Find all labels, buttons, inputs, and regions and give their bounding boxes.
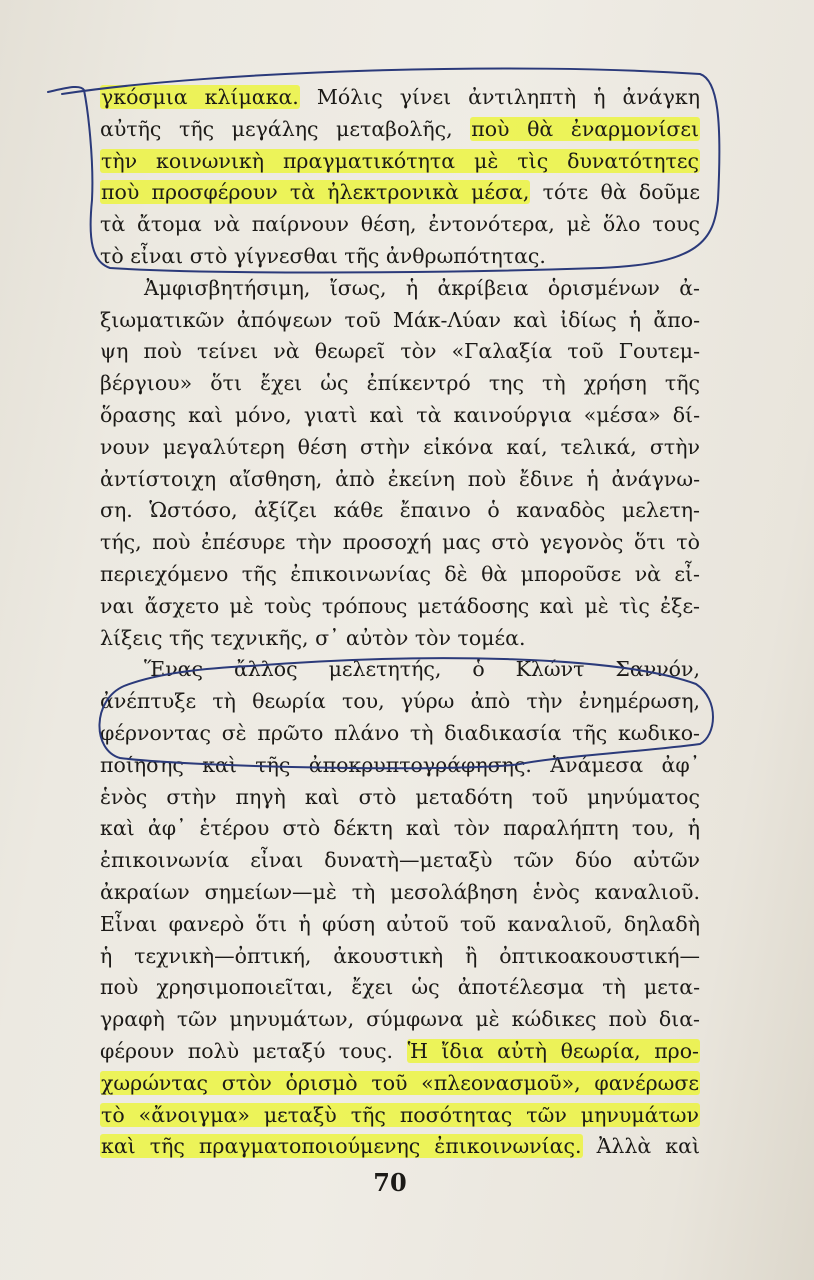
text-line <box>100 398 700 432</box>
text-line <box>100 430 700 464</box>
line-text: Ἀμφισβητήσιμη, ἴσως, ἡ ἀκρίβεια ὁρισμένων ἀ- <box>144 275 700 300</box>
line-text: ναι ἄσχετο μὲ τοὺς τρόπους μετάδοσης καὶ μὲ τὶς ἐξε- <box>100 593 700 618</box>
highlighted-text: χωρώντας στὸν ὁρισμὸ τοῦ «πλεονασμοῦ», φανέρωσε <box>101 1070 699 1095</box>
text-line <box>100 1034 700 1068</box>
highlighted-text: Ἡ ἴδια αὐτὴ θεωρία, προ- <box>407 1039 699 1063</box>
line-text: τὰ ἄτομα νὰ παίρνουν θέση, ἐντονότερα, μὲ ὅλο τους <box>100 212 700 237</box>
line-text: αὐτῆς τῆς μεγάλης μεταβολῆς, <box>100 116 471 141</box>
text-line <box>100 621 700 655</box>
line-text: ἐπικοινωνία εἶναι δυνατὴ—μεταξὺ τῶν δύο αὐτῶν <box>100 848 700 873</box>
line-text: φέρουν πολὺ μεταξύ τους. <box>100 1039 407 1063</box>
line-text: ποὺ χρησιμοποιεῖται, ἔχει ὡς ἀποτέλεσμα τὴ μετα- <box>100 975 700 1000</box>
line-text: νουν μεγαλύτερη θέση στὴν εἰκόνα καί, τελικά, στὴν <box>100 434 700 459</box>
text-line <box>100 748 700 782</box>
text-line <box>100 239 700 273</box>
line-text: τότε θὰ δοῦμε <box>530 180 700 205</box>
text-line <box>100 939 700 973</box>
text-line <box>100 716 700 750</box>
line-text: ξιωματικῶν ἀπόψεων τοῦ Μάκ-Λύαν καὶ ἰδίως ἡ ἄπο- <box>100 307 700 332</box>
text-line <box>100 684 700 718</box>
line-text: ἡ τεχνικὴ—ὀπτική, ἀκουστικὴ ἢ ὀπτικοακουστική— <box>100 943 700 968</box>
highlighted-text: ποὺ προσφέρουν τὰ ἠλεκτρονικὰ μέσα, <box>101 180 530 205</box>
line-text: Μόλις γίνει ἀντιληπτὴ ἡ ἀνάγκη <box>299 85 700 109</box>
text-line <box>100 175 700 209</box>
line-text: ση. Ὡστόσο, ἀξίζει κάθε ἔπαινο ὁ καναδὸς μελετη- <box>100 498 700 523</box>
page-number: 70 <box>373 1168 407 1197</box>
text-line <box>100 970 700 1004</box>
text-line <box>100 843 700 877</box>
line-text: ἀντίστοιχη αἴσθηση, ἀπὸ ἐκείνη ποὺ ἔδινε ἡ ἀνάγνω- <box>100 466 700 491</box>
text-line <box>100 80 700 114</box>
text-line <box>100 811 700 845</box>
line-text: ἑνὸς στὴν πηγὴ καὶ στὸ μεταδότη τοῦ μηνύματος <box>100 784 700 809</box>
line-text: γραφὴ τῶν μηνυμάτων, σύμφωνα μὲ κώδικες ποὺ δια- <box>100 1007 700 1032</box>
text-line <box>100 652 700 686</box>
text-line <box>100 525 700 559</box>
highlighted-text: ποὺ θὰ ἐναρμονίσει <box>471 116 700 141</box>
line-text: ὅρασης καὶ μόνο, γιατὶ καὶ τὰ καινούργια «μέσα» δί- <box>100 403 700 427</box>
text-line <box>100 1129 700 1163</box>
text-line <box>100 1066 700 1100</box>
line-text: Ἕνας ἄλλος μελετητής, ὁ Κλώντ Σαννόν, <box>144 657 700 682</box>
line-text: Εἶναι φανερὸ ὅτι ἡ φύση αὐτοῦ τοῦ καναλιοῦ, δηλαδὴ <box>100 911 700 936</box>
text-line <box>100 1098 700 1132</box>
text-line <box>100 493 700 527</box>
line-text: ἀνέπτυξε τὴ θεωρία του, γύρω ἀπὸ τὴν ἐνημέρωση, <box>100 689 700 714</box>
line-text: ποίησης καὶ τῆς ἀποκρυπτογράφησης. Ἀνάμεσα ἀφ᾽ <box>100 752 700 777</box>
line-text: φέρνοντας σὲ πρῶτο πλάνο τὴ διαδικασία τῆς κωδικο- <box>100 721 700 745</box>
text-line <box>100 112 700 146</box>
highlighted-text: τὴν κοινωνικὴ πραγματικότητα μὲ τὶς δυνατότητες <box>101 148 699 173</box>
text-line <box>100 557 700 591</box>
text-line <box>100 907 700 941</box>
line-text: περιεχόμενο τῆς ἐπικοινωνίας δὲ θὰ μποροῦσε νὰ εἶ- <box>100 562 700 586</box>
line-text: τὸ εἶναι στὸ γίγνεσθαι τῆς ἀνθρωπότητας. <box>100 244 546 268</box>
line-text: ψη ποὺ τείνει νὰ θεωρεῖ τὸν «Γαλαξία τοῦ Γουτεμ- <box>100 339 700 364</box>
text-line <box>100 366 700 400</box>
text-line <box>100 1002 700 1036</box>
text-line <box>100 144 700 178</box>
line-text: τής, ποὺ ἐπέσυρε τὴν προσοχή μας στὸ γεγονὸς ὅτι τὸ <box>100 530 700 555</box>
text-line <box>100 207 700 241</box>
text-line <box>100 462 700 496</box>
text-line <box>100 780 700 814</box>
line-text: λίξεις τῆς τεχνικῆς, σ᾽ αὐτὸν τὸν τομέα. <box>100 625 526 650</box>
line-text: Ἀλλὰ καὶ <box>582 1134 700 1159</box>
text-line <box>100 589 700 623</box>
highlighted-text: γκόσμια κλίμακα. <box>101 85 299 109</box>
line-text: ἀκραίων σημείων—μὲ τὴ μεσολάβηση ἑνὸς καναλιοῦ. <box>100 880 700 904</box>
highlighted-text: τὸ «ἄνοιγμα» μεταξὺ τῆς ποσότητας τῶν μηνυμάτων <box>101 1102 699 1127</box>
line-text: βέργιου» ὅτι ἔχει ὡς ἐπίκεντρό της τὴ χρήση τῆς <box>100 371 700 396</box>
line-text: καὶ ἀφ᾽ ἑτέρου στὸ δέκτη καὶ τὸν παραλήπτη του, ἡ <box>100 816 700 841</box>
text-line <box>100 271 700 305</box>
text-line <box>100 303 700 337</box>
text-line <box>100 334 700 368</box>
text-line <box>100 875 700 909</box>
highlighted-text: καὶ τῆς πραγματοποιούμενης ἐπικοινωνίας. <box>101 1134 582 1159</box>
